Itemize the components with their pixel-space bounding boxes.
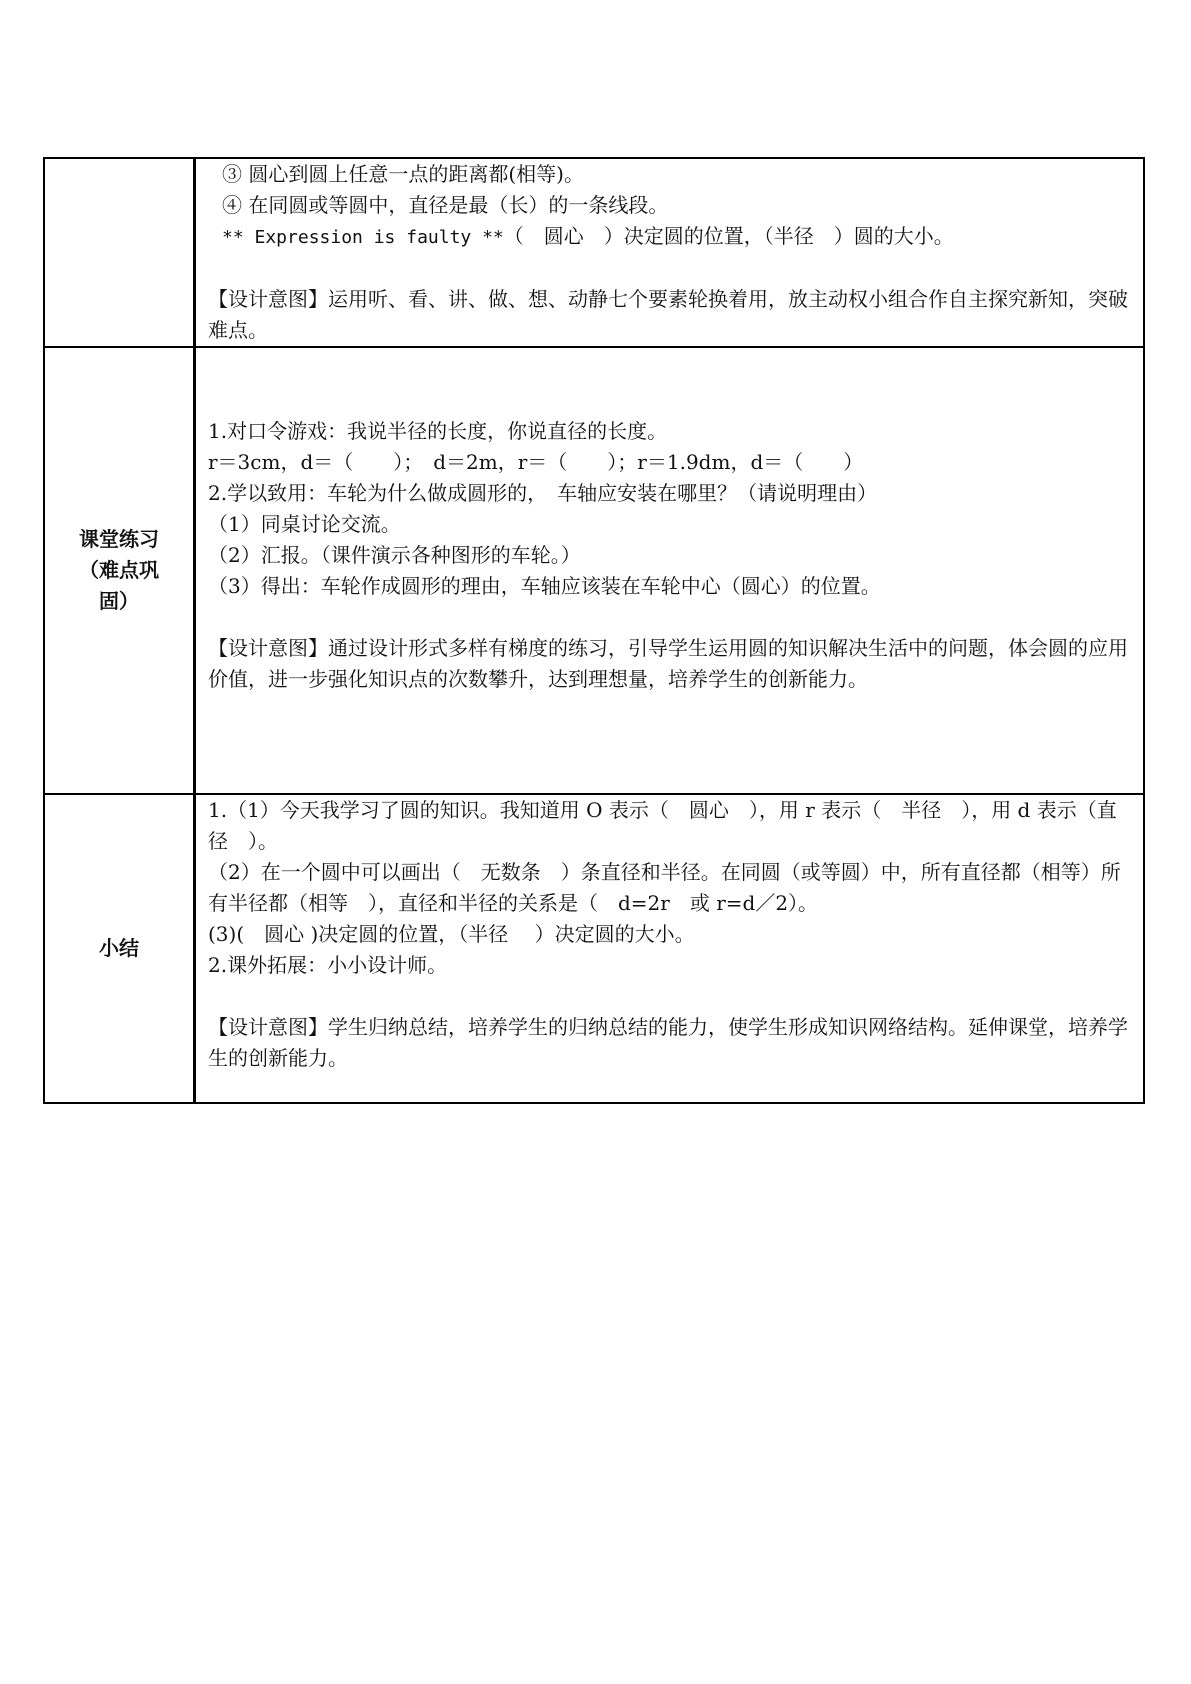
text-paragraph: （2）在一个圆中可以画出（ 无数条 ）条直径和半径。在同圆（或等圆）中，所有直径都（相等）所有半径都（相等 ），直径和半径的关系是（ d=2r 或 r=d／2）。 — [208, 860, 1121, 915]
text-line: 2.学以致用：车轮为什么做成圆形的， 车轴应安装在哪里？（请说明理由） — [208, 480, 878, 505]
text-paragraph: 2.课外拓展：小小设计师。 — [208, 953, 448, 977]
text-line: r＝3cm，d＝（ ）； d＝2m，r＝（ ）；r＝1.9dm，d＝（ ） — [208, 449, 864, 474]
row-content-cell — [195, 347, 1145, 794]
error-line — [208, 221, 1131, 253]
spacer — [208, 602, 1131, 633]
lesson-plan-table — [43, 157, 1145, 1104]
row-label-cell — [44, 158, 195, 347]
row-label-cell — [44, 794, 195, 1103]
spacer — [208, 981, 1131, 1012]
text-paragraph: (3)( 圆心 )决定圆的位置，（半径 ）决定圆的大小。 — [208, 922, 695, 946]
table-row — [44, 347, 1144, 794]
design-intent: 【设计意图】学生归纳总结，培养学生的归纳总结的能力，使学生形成知识网络结构。延伸课堂，培养学生的创新能力。 — [208, 1015, 1128, 1070]
text-line: （2）汇报。（课件演示各种图形的车轮。） — [208, 542, 581, 567]
table-row — [44, 794, 1144, 1103]
text-line: ③ 圆心到圆上任意一点的距离都(相等)。 — [222, 162, 584, 186]
spacer — [208, 695, 1131, 726]
text-line: ④ 在同圆或等圆中，直径是最（长）的一条线段。 — [222, 193, 669, 217]
row-content-cell — [195, 794, 1145, 1103]
text-line: 1.对口令游戏：我说半径的长度，你说直径的长度。 — [208, 418, 668, 443]
text-paragraph: 1.（1）今天我学习了圆的知识。我知道用 O 表示（ 圆心 ），用 r 表示（ 半径 ），用 d 表示（直径 ）。 — [208, 798, 1117, 853]
text-line: （1）同桌讨论交流。 — [208, 511, 401, 536]
label-line: （难点巩 — [79, 558, 159, 582]
error-message: ** Expression is faulty ** — [222, 227, 504, 248]
design-intent: 【设计意图】通过设计形式多样有梯度的练习，引导学生运用圆的知识解决生活中的问题，体会圆的应用价值，进一步强化知识点的次数攀升，达到理想量，培养学生的创新能力。 — [208, 635, 1128, 691]
row-content-cell — [195, 158, 1145, 347]
spacer — [208, 253, 1131, 284]
row-label-cell — [44, 347, 195, 794]
table-row — [44, 158, 1144, 347]
row-label — [64, 524, 174, 617]
row-label: 小结 — [99, 936, 139, 960]
label-line: 课堂练习 — [79, 527, 159, 551]
design-intent: 【设计意图】运用听、看、讲、做、想、动静七个要素轮换着用，放主动权小组合作自主探究新知，突破难点。 — [208, 287, 1128, 342]
label-line: 固） — [99, 589, 139, 613]
text-line: （3）得出：车轮作成圆形的理由，车轴应该装在车轮中心（圆心）的位置。 — [208, 573, 881, 598]
text-fragment: （ 圆心 ）决定圆的位置，（半径 ）圆的大小。 — [503, 224, 954, 248]
